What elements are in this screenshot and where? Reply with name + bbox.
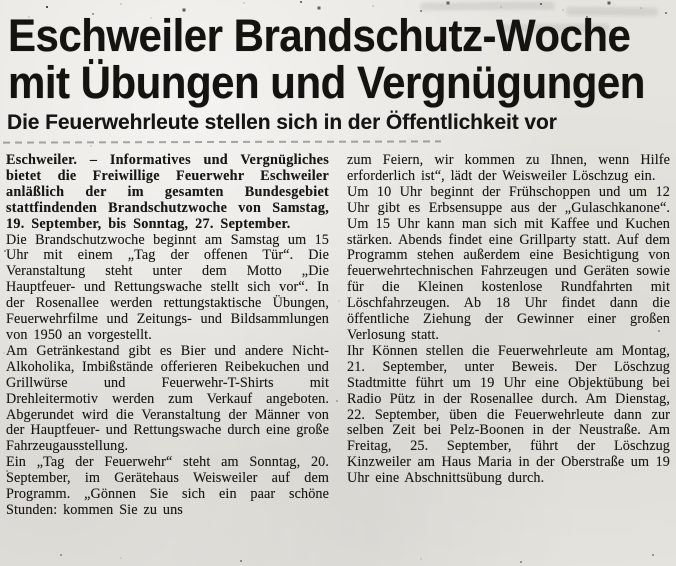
article-column-left: [6, 153, 329, 563]
article-column-right: [347, 153, 670, 563]
article-headline: [8, 10, 672, 108]
scan-noise-speckles: [0, 0, 2, 2]
paragraph: Die Brandschutzwoche beginnt am Samstag um 15 Uhr mit einem „Tag der offenen Tür“. Die Veranstaltung steht unter dem Motto „Die Hauptfeuer- und Rettungswache stellt sich vor“. In der Rosenallee werden rettungstaktische Übungen, Feuerwehrfilme und Zeitungs- und Bildsammlungen von 1950 an vorgestellt.: [6, 231, 329, 343]
headline-line-2: mit Übungen und Vergnügungen: [8, 57, 645, 108]
paragraph: Ein „Tag der Feuerwehr“ steht am Sonntag, 20. September, im Gerätehaus Weisweiler auf dem Programm. „Gönnen Sie sich ein paar schöne Stunden: kommen Sie zu uns: [6, 454, 329, 518]
paragraph-continuation: zum Feiern, wir kommen zu Ihnen, wenn Hilfe erforderlich ist“, lädt der Weisweiler Löschzug ein.: [347, 152, 670, 184]
paragraph: Ihr Können stellen die Feuerwehrleute am Montag, 21. September, unter Beweis. Der Löschzug Stadtmitte führt um 19 Uhr eine Objektübung bei Radio Pütz in der Rosenallee durch. Am Dienstag, 22. September, üben die Feuerwehrleute dann zur selben Zeit bei Pelz-Boonen in der Neustraße. Am Freitag, 25. September, führt der Löschzug Kinzweiler am Haus Maria in der Oberstraße um 19 Uhr eine Abschnittsübung durch.: [347, 342, 670, 487]
article-subheadline: Die Feuerwehrleute stellen sich in der Öffentlichkeit vor: [7, 111, 557, 134]
paragraph: Am Getränkestand gibt es Bier und andere Nicht-Alkoholika, Imbißstände offerieren Reibekuchen und Grillwürse und Feuerwehr-T-Shirts mit Drehleitermotiv werden zum Verkauf angeboten. Abgerundet wird die Veranstaltung der Männer von der Hauptfeuer- und Rettungswache durch eine große Fahrzeugausstellung.: [6, 342, 329, 455]
article-body: [6, 153, 670, 563]
paragraph: Um 10 Uhr beginnt der Frühschoppen und um 12 Uhr gibt es Erbsensuppe aus der „Gulaschkanone“. Um 15 Uhr kann man sich mit Kaffee und Kuchen stärken. Abends findet eine Grillparty statt. Auf dem Programm stehen außerdem eine Besichtigung von feuerwehrtechnischen Fahrzeugen und Geräten sowie für die Kleinen kostenlose Rundfahrten mit Löschfahrzeugen. Ab 18 Uhr findet dann die öffentliche Ziehung der Gewinner einer großen Verlosung statt.: [347, 183, 670, 343]
subheadline-underline-rule: [3, 140, 441, 143]
paragraph-lead: Eschweiler. – Informatives und Vergnügliches bietet die Freiwillige Feuerwehr Eschweiler anläßlich der im gesamten Bundesgebiet stattfindenden Brandschutzwoche von Samstag, 19. September, bis Sonntag, 27. September.: [6, 152, 329, 232]
headline-line-1: Eschweiler Brandschutz-Woche: [8, 10, 631, 61]
